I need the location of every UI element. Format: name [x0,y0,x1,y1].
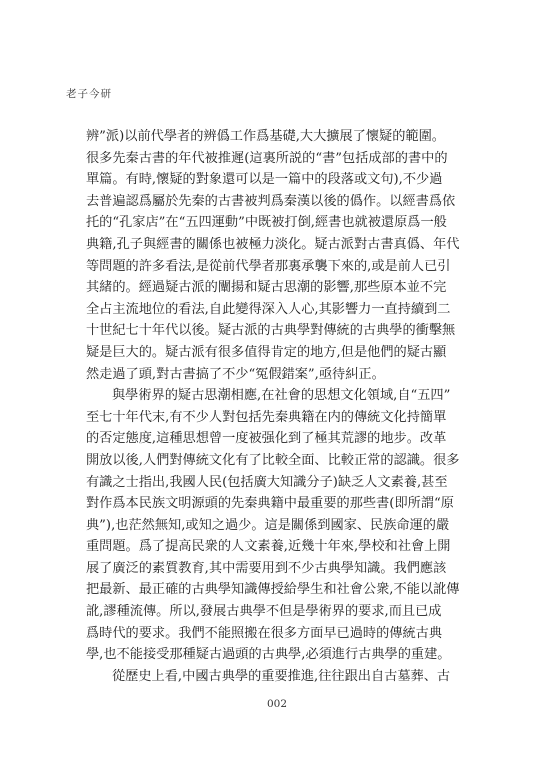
text-line: 有識之士指出,我國人民(包括廣大知識分子)缺乏人文素養,甚至 [86,474,448,490]
running-header: 老子今研 [66,88,112,100]
text-line: 學,也不能接受那種疑古過頭的古典學,必須進行古典學的重建。 [86,647,451,663]
text-line: 爲時代的要求。我們不能照搬在很多方面早已過時的傳統古典 [86,625,443,641]
text-line: 與學術界的疑古思潮相應,在社會的思想文化領域,自“五四” [112,388,451,404]
text-line: 托的“孔家店”在“五四運動”中既被打倒,經書也就被還原爲一般 [86,215,447,231]
text-line: 訛,謬種流傳。所以,發展古典學不但是學術界的要求,而且已成 [86,604,442,620]
text-line: 把最新、最正確的古典學知識傳授給學生和社會公衆,不能以訛傳 [86,582,460,598]
text-line: 辨”派)以前代學者的辨僞工作爲基礎,大大擴展了懷疑的範圍。 [86,129,445,144]
text-line: 等問題的許多看法,是從前代學者那裏承襲下來的,或是前人已引 [86,258,451,274]
text-line: 展了廣泛的素質教育,其中需要用到不少古典學知識。我們應該 [86,560,447,576]
text-line: 從歷史上看,中國古典學的重要推進,往往跟出自古墓葬、古 [112,668,451,684]
text-line: 單篇。有時,懷疑的對象還可以是一篇中的段落或文句),不少過 [86,172,443,188]
text-line: 至七十年代末,有不少人對包括先秦典籍在内的傳統文化持簡單 [86,409,447,425]
text-line: 疑是巨大的。疑古派有很多值得肯定的地方,但是他們的疑古顯 [86,344,447,360]
text-line: 典籍,孔子與經書的關係也被極力淡化。疑古派對古書真僞、年代 [86,236,460,252]
text-line: 然走過了頭,對古書搞了不少“冤假錯案”,亟待糾正。 [86,366,385,382]
text-line: 典”),也茫然無知,或知之過少。這是關係到國家、民族命運的嚴 [86,517,450,533]
page-number: 002 [266,698,288,710]
text-line: 對作爲本民族文明源頭的先秦典籍中最重要的那些書(即所謂“原 [86,496,454,512]
text-line: 其緒的。經過疑古派的闡揚和疑古思潮的影響,那些原本並不完 [86,280,447,296]
text-line: 去普遍認爲屬於先秦的古書被判爲秦漢以後的僞作。以經書爲依 [86,193,456,209]
text-line: 很多先秦古書的年代被推遲(這裏所説的“書”包括成部的書中的 [86,150,448,166]
text-line: 重問題。爲了提高民衆的人文素養,近幾十年來,學校和社會上開 [86,539,451,555]
text-line: 十世紀七十年代以後。疑古派的古典學對傳統的古典學的衝擊無 [86,323,456,339]
text-line: 的否定態度,這種思想曾一度被强化到了極其荒謬的地步。改革 [86,431,447,447]
text-line: 全占主流地位的看法,自此變得深入人心,其影響力一直持續到二 [86,301,451,317]
body-text [86,126,466,687]
text-line: 開放以後,人們對傳統文化有了比較全面、比較正常的認識。很多 [86,452,460,468]
